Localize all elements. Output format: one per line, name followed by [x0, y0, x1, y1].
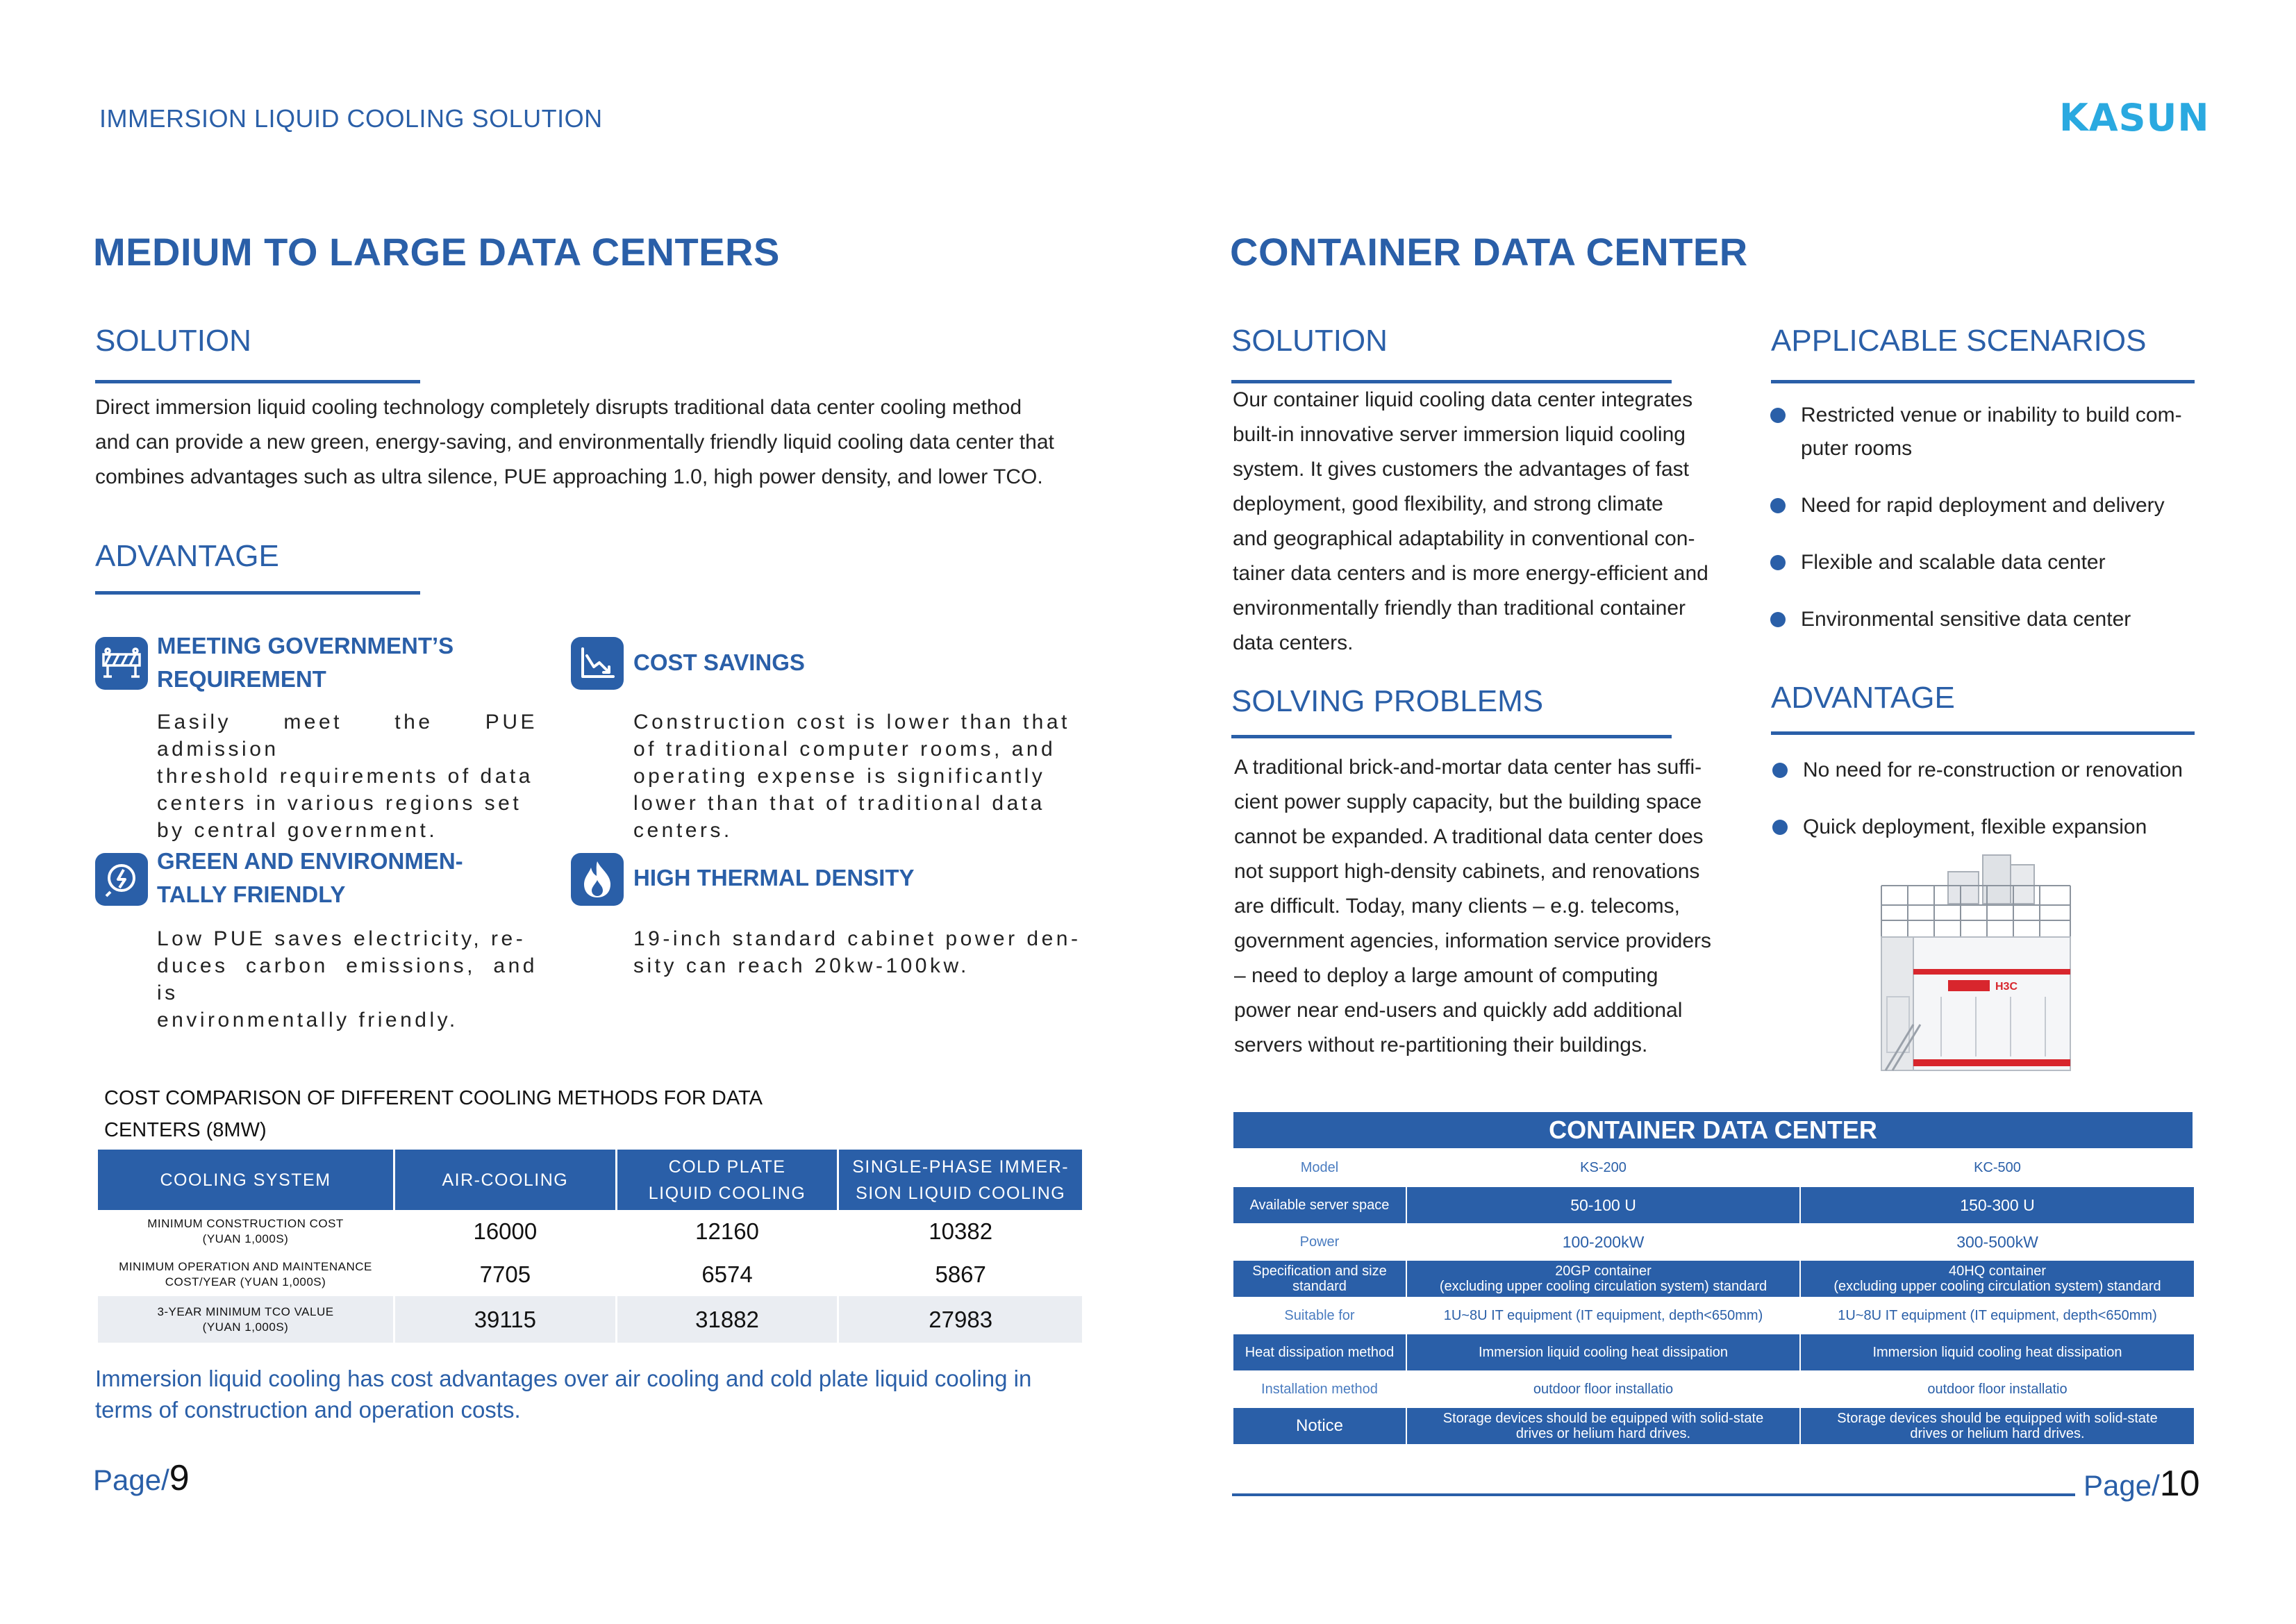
bullet-dot [1772, 820, 1788, 835]
right-solution-heading: SOLUTION [1231, 324, 1388, 358]
cost-comparison-table [98, 1150, 1084, 1343]
advantage-title-thermal: HIGH THERMAL DENSITY [633, 865, 915, 890]
flame-icon [571, 853, 624, 906]
table-cell: 7705 [394, 1253, 617, 1296]
cost-table-caption: COST COMPARISON OF DIFFERENT COOLING METHODS FOR DATA CENTERS (8MW) [104, 1087, 763, 1141]
table-cell: 1U~8U IT equipment (IT equipment, depth<650mm) [1406, 1298, 1800, 1334]
list-item: No need for re-construction or renovation [1772, 754, 2203, 787]
table-header-row [98, 1150, 1083, 1210]
list-item: Need for rapid deployment and delivery [1770, 489, 2201, 522]
table-cell: Storage devices should be equipped with solid-state drives or helium hard drives. [1406, 1407, 1800, 1445]
list-item: Environmental sensitive data center [1770, 603, 2201, 636]
bullet-dot [1770, 612, 1786, 627]
advantage-title-green: GREEN AND ENVIRONMEN- TALLY FRIENDLY [157, 848, 463, 907]
section-rule [95, 591, 420, 595]
barrier-icon [95, 637, 148, 690]
table-row [1233, 1371, 2195, 1407]
table-row [1233, 1186, 2195, 1224]
table-cell: Immersion liquid cooling heat dissipation [1406, 1334, 1800, 1371]
row-label: Installation method [1233, 1371, 1406, 1407]
table-cell: 20GP container (excluding upper cooling circulation system) standard [1406, 1260, 1800, 1298]
bullet-dot [1770, 498, 1786, 513]
table-row [1233, 1224, 2195, 1260]
table-cell: KC-500 [1800, 1149, 2195, 1186]
row-label: Specification and size standard [1233, 1260, 1406, 1298]
chart-down-icon [571, 637, 624, 690]
advantage-title-government: MEETING GOVERNMENT’S REQUIREMENT [157, 633, 454, 692]
table-row [1233, 1334, 2195, 1371]
table-cell: 6574 [616, 1253, 838, 1296]
table-cell: 16000 [394, 1210, 617, 1253]
cost-table-note: Immersion liquid cooling has cost advantages over air cooling and cold plate liquid cooling in terms of construction and operation costs. [95, 1366, 1032, 1423]
row-label: Model [1233, 1149, 1406, 1186]
section-rule [1231, 735, 1672, 738]
table-cell: 5867 [838, 1253, 1083, 1296]
solving-problems-text: A traditional brick-and-mortar data center has suffi- cient power supply capacity, but the building space cannot be expanded. A traditional data center does not support high-density cabinets, and renovations are difficult. Today, many clients – e.g. telecoms, government agencies, information service providers – need to deploy a large amount of computing power near end-users and quickly add additional servers without re-partitioning their buildings. [1234, 756, 1711, 1057]
table-cell: 50-100 U [1406, 1186, 1800, 1224]
row-label: Notice [1233, 1407, 1406, 1445]
table-cell: 40HQ container (excluding upper cooling circulation system) standard [1800, 1260, 2195, 1298]
right-solution-text: Our container liquid cooling data center integrates built-in innovative server immersion liquid cooling system. It gives customers the advantages of fast deployment, good flexibility, and strong climate and geographical adaptability in conventional con- tainer data centers and is more energy-efficient and environmentally friendly than traditional container data centers. [1233, 388, 1708, 654]
column-header: COLD PLATE LIQUID COOLING [616, 1150, 838, 1210]
eco-power-icon [95, 853, 148, 906]
table-cell: 10382 [838, 1210, 1083, 1253]
section-rule [1771, 731, 2195, 735]
spec-table-title: CONTAINER DATA CENTER [1233, 1112, 2193, 1148]
column-header: AIR-COOLING [394, 1150, 617, 1210]
row-label: Power [1233, 1224, 1406, 1260]
row-label: 3-YEAR MINIMUM TCO VALUE (YUAN 1,000S) [98, 1296, 394, 1343]
container-label: H3C [1995, 981, 2018, 993]
table-row [98, 1210, 1083, 1253]
row-label: Heat dissipation method [1233, 1334, 1406, 1371]
bullet-dot [1772, 763, 1788, 778]
table-row [1233, 1407, 2195, 1445]
advantage-text-cost: Construction cost is lower than that of traditional computer rooms, and operating expense is significantly lower than that of traditional data centers. [633, 711, 1070, 842]
table-cell: outdoor floor installatio [1800, 1371, 2195, 1407]
section-rule [1771, 380, 2195, 383]
advantage-text-green: Low PUE saves electricity, re- duces carbon emissions, and is environmentally friendly. [157, 927, 538, 1031]
table-cell: Immersion liquid cooling heat dissipation [1800, 1334, 2195, 1371]
bullet-dot [1770, 555, 1786, 570]
right-page-number: Page/10 [2083, 1464, 2200, 1504]
brand-logo: KASUN [2059, 96, 2210, 140]
table-cell: 12160 [616, 1210, 838, 1253]
column-header: SINGLE-PHASE IMMER- SION LIQUID COOLING [838, 1150, 1083, 1210]
list-item: Restricted venue or inability to build com- puter rooms [1770, 399, 2201, 465]
table-cell: Storage devices should be equipped with solid-state drives or helium hard drives. [1800, 1407, 2195, 1445]
table-row [98, 1296, 1083, 1343]
applicable-scenarios-heading: APPLICABLE SCENARIOS [1771, 324, 2147, 358]
table-cell: 1U~8U IT equipment (IT equipment, depth<650mm) [1800, 1298, 2195, 1334]
left-solution-text: Direct immersion liquid cooling technology completely disrupts traditional data center cooling method and can provide a new green, energy-saving, and environmentally friendly liquid cooling data center that combines advantages such as ultra silence, PUE approaching 1.0, high power density, and lower TCO. [95, 396, 1054, 488]
document-header: IMMERSION LIQUID COOLING SOLUTION [99, 104, 603, 133]
table-cell: 300-500kW [1800, 1224, 2195, 1260]
advantage-title-cost: COST SAVINGS [633, 649, 805, 675]
list-item: Quick deployment, flexible expansion [1772, 811, 2203, 844]
right-advantage-list [1772, 754, 2203, 844]
table-row [98, 1253, 1083, 1296]
table-cell: 31882 [616, 1296, 838, 1343]
table-row [1233, 1149, 2195, 1186]
container-spec-table [1232, 1148, 2195, 1445]
left-solution-heading: SOLUTION [95, 324, 251, 358]
container-image [1872, 851, 2080, 1087]
table-cell: KS-200 [1406, 1149, 1800, 1186]
list-item: Flexible and scalable data center [1770, 546, 2201, 579]
table-cell: outdoor floor installatio [1406, 1371, 1800, 1407]
table-cell: 150-300 U [1800, 1186, 2195, 1224]
table-cell: 39115 [394, 1296, 617, 1343]
section-rule [95, 380, 420, 383]
advantage-text-thermal: 19-inch standard cabinet power den- sity can reach 20kw-100kw. [633, 927, 1081, 977]
column-header: COOLING SYSTEM [98, 1150, 394, 1210]
advantage-text-government: Easily meet the PUE admission threshold requirements of data centers in various regions set by central government. [157, 711, 538, 842]
table-row [1233, 1298, 2195, 1334]
table-cell: 100-200kW [1406, 1224, 1800, 1260]
row-label: MINIMUM OPERATION AND MAINTENANCE COST/YEAR (YUAN 1,000S) [98, 1253, 394, 1296]
row-label: MINIMUM CONSTRUCTION COST (YUAN 1,000S) [98, 1210, 394, 1253]
footer-rule [1232, 1493, 2075, 1496]
right-advantage-heading: ADVANTAGE [1771, 681, 1955, 715]
row-label: Suitable for [1233, 1298, 1406, 1334]
left-advantage-heading: ADVANTAGE [95, 539, 279, 573]
row-label: Available server space [1233, 1186, 1406, 1224]
table-cell: 27983 [838, 1296, 1083, 1343]
left-page-title: MEDIUM TO LARGE DATA CENTERS [93, 230, 780, 274]
right-page-title: CONTAINER DATA CENTER [1230, 230, 1748, 274]
scenarios-list [1770, 399, 2201, 636]
bullet-dot [1770, 408, 1786, 423]
table-row [1233, 1260, 2195, 1298]
left-page-number: Page/9 [93, 1458, 190, 1498]
solving-problems-heading: SOLVING PROBLEMS [1231, 684, 1544, 718]
